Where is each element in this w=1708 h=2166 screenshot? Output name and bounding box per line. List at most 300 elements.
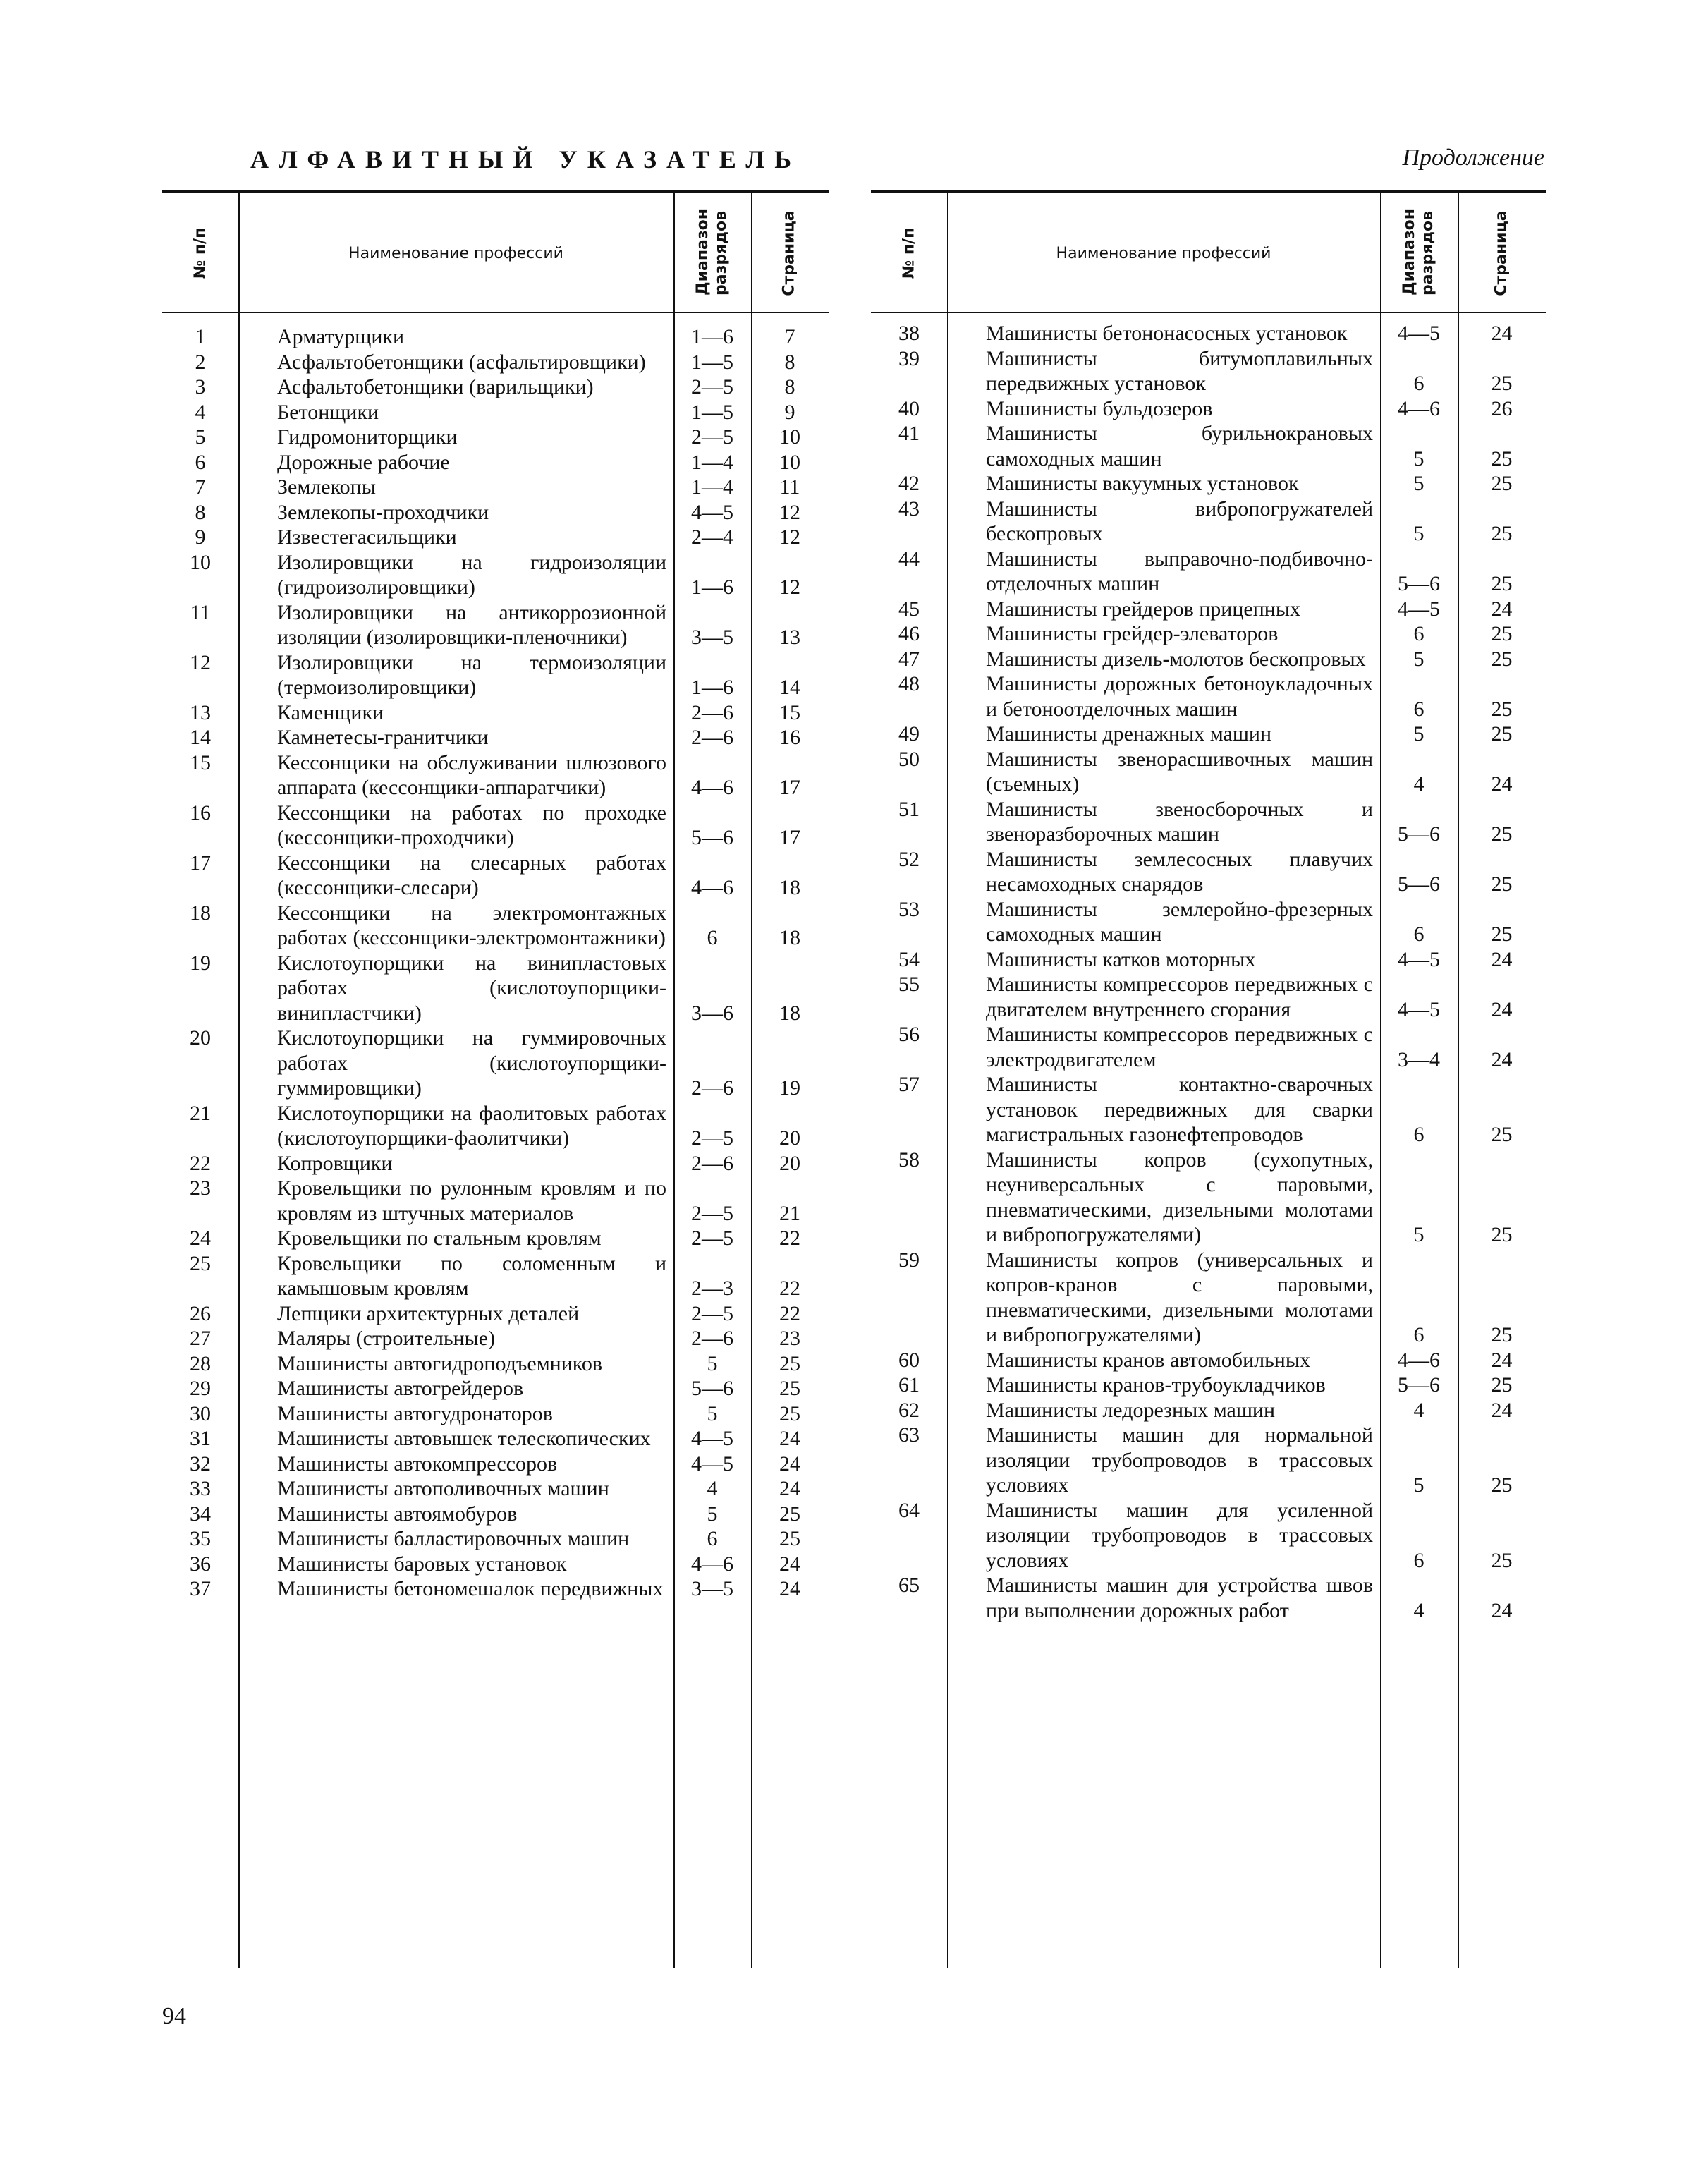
grade-range: 5—6 xyxy=(691,826,733,849)
profession-name: Машинисты копров (сухопутных, неуниверсальных с паровыми, пневматическими, дизельными молотами и вибропогружателями) xyxy=(986,1148,1373,1246)
entry-number: 24 xyxy=(190,1227,211,1250)
entry-number: 18 xyxy=(190,901,211,925)
page-ref: 26 xyxy=(1491,396,1513,420)
entry-number: 29 xyxy=(190,1377,211,1400)
entry-number: 27 xyxy=(190,1327,211,1350)
entry-number: 34 xyxy=(190,1502,211,1526)
table-row xyxy=(162,851,829,901)
profession-name: Машинисты битумоплавильных передвижных установок xyxy=(986,346,1373,395)
page-ref: 24 xyxy=(1491,1398,1513,1422)
entry-number: 62 xyxy=(898,1398,920,1422)
page-ref: 25 xyxy=(1491,1323,1513,1346)
grade-range: 1—4 xyxy=(691,450,733,474)
grade-range: 2—6 xyxy=(691,1151,733,1175)
profession-name: Асфальтобетонщики (варильщики) xyxy=(277,375,594,398)
entry-number: 25 xyxy=(190,1251,211,1275)
page-ref: 24 xyxy=(779,1552,800,1576)
table-row xyxy=(871,947,1546,973)
table-row xyxy=(162,1101,829,1151)
page-ref: 24 xyxy=(1491,322,1513,345)
page-ref: 12 xyxy=(779,525,800,549)
profession-name: Машинисты компрессоров передвижных с двигателем внутреннего сгорания xyxy=(986,973,1373,1021)
grade-range: 6 xyxy=(707,926,718,949)
profession-name: Кессонщики на слесарных работах (кессонщики-слесари) xyxy=(277,851,666,899)
entry-number: 39 xyxy=(898,346,920,370)
page-ref: 25 xyxy=(779,1377,800,1400)
table-row xyxy=(162,1526,829,1552)
table-row xyxy=(871,897,1546,947)
table-row xyxy=(162,1326,829,1351)
table-row xyxy=(871,1573,1546,1623)
entry-number: 8 xyxy=(195,500,206,524)
table-row xyxy=(871,497,1546,547)
grade-range: 5 xyxy=(1413,1473,1425,1497)
profession-name: Машинисты вибропогружателей бескопровых xyxy=(986,497,1373,545)
page-ref: 25 xyxy=(1491,472,1513,495)
profession-name: Машинисты машин для устройства швов при выполнении дорожных работ xyxy=(986,1574,1373,1622)
grade-range: 4—5 xyxy=(691,1427,733,1450)
entry-number: 65 xyxy=(898,1574,920,1597)
profession-name: Машинисты выправочно-подбивочно-отделочных машин xyxy=(986,547,1373,595)
profession-name: Кислотоупорщики на фаолитовых работах (кислотоупорщики-фаолитчики) xyxy=(277,1101,666,1150)
profession-name: Каменщики xyxy=(277,700,384,724)
grade-range: 2—5 xyxy=(691,425,733,449)
profession-name: Машинисты кранов-трубоукладчиков xyxy=(986,1373,1326,1397)
table-row xyxy=(162,750,829,801)
col-header-page: Страница xyxy=(781,210,799,296)
entry-number: 14 xyxy=(190,726,211,749)
table-row xyxy=(871,722,1546,747)
table-row xyxy=(162,500,829,525)
grade-range: 5 xyxy=(1413,446,1425,470)
page-ref: 25 xyxy=(1491,822,1513,846)
profession-name: Машинисты дизель-молотов бескопровых xyxy=(986,647,1366,671)
table-row xyxy=(871,1148,1546,1248)
entry-number: 63 xyxy=(898,1423,920,1447)
grade-range: 4 xyxy=(1413,772,1425,796)
page-ref: 25 xyxy=(779,1401,800,1425)
entry-number: 42 xyxy=(898,472,920,495)
page-ref: 20 xyxy=(779,1126,800,1150)
grade-range: 2—4 xyxy=(691,525,733,549)
table-row xyxy=(871,1398,1546,1423)
entry-number: 50 xyxy=(898,747,920,771)
page-ref: 24 xyxy=(1491,947,1513,971)
profession-name: Машинисты автогидроподъемников xyxy=(277,1351,603,1375)
page-ref: 22 xyxy=(779,1227,800,1250)
page-ref: 18 xyxy=(779,876,800,899)
table-body-left xyxy=(162,314,829,1602)
profession-name: Изолировщики на гидроизоляции (гидроизолировщики) xyxy=(277,550,666,599)
grade-range: 4—6 xyxy=(691,776,733,799)
page-ref: 24 xyxy=(1491,1598,1513,1622)
col-header-range: Диапазон разрядов xyxy=(1401,209,1436,296)
profession-name: Гидромониторщики xyxy=(277,425,458,449)
grade-range: 2—5 xyxy=(691,1301,733,1325)
entry-number: 26 xyxy=(190,1301,211,1325)
entry-number: 61 xyxy=(898,1373,920,1397)
page-ref: 19 xyxy=(779,1076,800,1100)
page-ref: 22 xyxy=(779,1277,800,1300)
entry-number: 23 xyxy=(190,1176,211,1200)
continuation-label: Продолжение xyxy=(1402,145,1544,171)
table-row xyxy=(162,1226,829,1251)
table-row xyxy=(871,547,1546,597)
entry-number: 64 xyxy=(898,1498,920,1522)
table-row xyxy=(162,1452,829,1477)
page-ref: 21 xyxy=(779,1201,800,1225)
grade-range: 5 xyxy=(1413,647,1425,671)
entry-number: 44 xyxy=(898,547,920,571)
grade-range: 3—5 xyxy=(691,1577,733,1600)
grade-range: 5 xyxy=(707,1351,718,1375)
grade-range: 5 xyxy=(1413,472,1425,495)
table-row xyxy=(871,1072,1546,1148)
grade-range: 4—6 xyxy=(691,876,733,899)
grade-range: 4—5 xyxy=(1398,322,1440,345)
table-row xyxy=(871,797,1546,847)
page-ref: 16 xyxy=(779,726,800,749)
profession-name: Асфальтобетонщики (асфальтировщики) xyxy=(277,350,646,374)
entry-number: 40 xyxy=(898,396,920,420)
profession-name: Машинисты дренажных машин xyxy=(986,722,1272,746)
table-row xyxy=(871,1248,1546,1348)
table-row xyxy=(162,1576,829,1602)
page-ref: 17 xyxy=(779,826,800,849)
table-row xyxy=(162,400,829,425)
page-ref: 10 xyxy=(779,425,800,449)
grade-range: 4—5 xyxy=(1398,947,1440,971)
entry-number: 48 xyxy=(898,672,920,695)
table-row xyxy=(871,597,1546,622)
entry-number: 31 xyxy=(190,1427,211,1450)
profession-name: Машинисты катков моторных xyxy=(986,947,1256,971)
table-row xyxy=(871,471,1546,497)
grade-range: 3—5 xyxy=(691,626,733,649)
grade-range: 2—5 xyxy=(691,1126,733,1150)
grade-range: 5—6 xyxy=(1398,822,1440,846)
page-ref: 24 xyxy=(779,1577,800,1600)
entry-number: 4 xyxy=(195,400,206,424)
page-ref: 24 xyxy=(1491,1348,1513,1372)
table-row xyxy=(162,725,829,750)
entry-number: 6 xyxy=(195,450,206,474)
profession-name: Землекопы xyxy=(277,475,376,499)
profession-name: Машинисты дорожных бетоноукладочных и бетоноотделочных машин xyxy=(986,672,1373,721)
entry-number: 38 xyxy=(898,322,920,345)
entry-number: 57 xyxy=(898,1073,920,1096)
grade-range: 6 xyxy=(1413,1123,1425,1146)
entry-number: 28 xyxy=(190,1351,211,1375)
profession-name: Машинисты звеносборочных и звеноразборочных машин xyxy=(986,797,1373,846)
table-top-rule xyxy=(871,190,1546,193)
grade-range: 2—5 xyxy=(691,375,733,398)
table-row xyxy=(162,350,829,375)
profession-name: Машинисты бульдозеров xyxy=(986,396,1213,420)
page-ref: 25 xyxy=(1491,622,1513,645)
table-row xyxy=(871,621,1546,647)
table-row xyxy=(162,550,829,600)
page-ref: 24 xyxy=(779,1452,800,1476)
col-header-name: Наименование профессий xyxy=(1056,244,1271,262)
entry-number: 33 xyxy=(190,1477,211,1500)
table-row xyxy=(162,1502,829,1527)
entry-number: 54 xyxy=(898,947,920,971)
grade-range: 5 xyxy=(1413,522,1425,545)
page-ref: 20 xyxy=(779,1151,800,1175)
entry-number: 1 xyxy=(195,325,206,348)
table-row xyxy=(871,346,1546,396)
profession-name: Кровельщики по соломенным и камышовым кровлям xyxy=(277,1251,666,1300)
page-ref: 22 xyxy=(779,1301,800,1325)
entry-number: 43 xyxy=(898,497,920,521)
grade-range: 1—6 xyxy=(691,325,733,348)
grade-range: 4—6 xyxy=(691,1552,733,1576)
grade-range: 6 xyxy=(1413,1548,1425,1572)
entry-number: 5 xyxy=(195,425,206,449)
entry-number: 16 xyxy=(190,801,211,825)
col-header-range: Диапазон разрядов xyxy=(694,209,730,296)
page-ref: 10 xyxy=(779,450,800,474)
profession-name: Машинисты копров (универсальных и копров-кранов с паровыми, пневматическими, дизельными молотами и вибропогружателями) xyxy=(986,1248,1373,1346)
profession-name: Кессонщики на обслуживании шлюзового аппарата (кессонщики-аппаратчики) xyxy=(277,750,666,799)
index-table-right xyxy=(871,190,1546,1968)
table-row xyxy=(162,1552,829,1577)
page-ref: 24 xyxy=(1491,1047,1513,1071)
profession-name: Машинисты кранов автомобильных xyxy=(986,1348,1310,1372)
col-header-num: № п/п xyxy=(190,227,209,279)
page-ref: 12 xyxy=(779,500,800,524)
profession-name: Маляры (строительные) xyxy=(277,1327,496,1350)
page-ref: 18 xyxy=(779,926,800,949)
index-table-left xyxy=(162,190,829,1968)
entry-number: 37 xyxy=(190,1577,211,1600)
page-ref: 24 xyxy=(1491,772,1513,796)
table-row xyxy=(162,375,829,400)
profession-name: Кислотоупорщики на гуммировочных работах (кислотоупорщики-гуммировщики) xyxy=(277,1026,666,1100)
entry-number: 60 xyxy=(898,1348,920,1372)
grade-range: 6 xyxy=(1413,697,1425,721)
profession-name: Машинисты грейдер-элеваторов xyxy=(986,622,1279,645)
grade-range: 2—6 xyxy=(691,700,733,724)
profession-name: Машинисты баровых установок xyxy=(277,1552,567,1576)
grade-range: 2—6 xyxy=(691,726,733,749)
grade-range: 5—6 xyxy=(1398,1373,1440,1397)
entry-number: 45 xyxy=(898,597,920,621)
page-ref: 25 xyxy=(779,1502,800,1526)
profession-name: Изолировщики на антикоррозионной изоляции (изолировщики-пленочники) xyxy=(277,600,666,649)
page-ref: 11 xyxy=(779,475,800,499)
profession-name: Землекопы-проходчики xyxy=(277,500,489,524)
table-row xyxy=(162,425,829,450)
table-row xyxy=(162,1176,829,1226)
grade-range: 1—5 xyxy=(691,400,733,424)
entry-number: 49 xyxy=(898,722,920,746)
profession-name: Машинисты грейдеров прицепных xyxy=(986,597,1301,621)
page-ref: 12 xyxy=(779,576,800,599)
profession-name: Машинисты бетономешалок передвижных xyxy=(277,1577,664,1600)
entry-number: 36 xyxy=(190,1552,211,1576)
grade-range: 3—4 xyxy=(1398,1047,1440,1071)
table-row xyxy=(871,972,1546,1022)
entry-number: 15 xyxy=(190,750,211,774)
entry-number: 32 xyxy=(190,1452,211,1476)
col-header-num: № п/п xyxy=(899,227,917,279)
entry-number: 30 xyxy=(190,1401,211,1425)
grade-range: 5 xyxy=(1413,722,1425,746)
profession-name: Машинисты автогрейдеров xyxy=(277,1377,524,1400)
entry-number: 59 xyxy=(898,1248,920,1272)
page-ref: 25 xyxy=(1491,522,1513,545)
page-ref: 25 xyxy=(1491,923,1513,946)
profession-name: Машинисты компрессоров передвижных с электродвигателем xyxy=(986,1023,1373,1071)
table-row xyxy=(162,650,829,700)
profession-name: Копровщики xyxy=(277,1151,393,1175)
entry-number: 55 xyxy=(898,973,920,996)
table-row xyxy=(871,847,1546,897)
grade-range: 2—5 xyxy=(691,1201,733,1225)
table-row xyxy=(162,475,829,500)
profession-name: Арматурщики xyxy=(277,325,405,348)
profession-name: Машинисты машин для нормальной изоляции трубопроводов в трассовых условиях xyxy=(986,1423,1373,1497)
profession-name: Кессонщики на электромонтажных работах (кессонщики-электромонтажники) xyxy=(277,901,666,949)
profession-name: Машинисты контактно-сварочных установок передвижных для сварки магистральных газонефтепроводов xyxy=(986,1073,1373,1146)
table-row xyxy=(871,321,1546,346)
col-header-page: Страница xyxy=(1492,210,1511,296)
table-header-rule xyxy=(871,312,1546,313)
page-ref: 13 xyxy=(779,626,800,649)
profession-name: Кислотоупорщики на винипластовых работах (кислотоупорщики-винипластчики) xyxy=(277,951,666,1025)
table-row xyxy=(871,396,1546,422)
profession-name: Машинисты ледорезных машин xyxy=(986,1398,1276,1422)
table-row xyxy=(871,1373,1546,1398)
table-row xyxy=(871,1022,1546,1072)
profession-name: Машинисты автовышек телескопических xyxy=(277,1427,651,1450)
page-ref: 14 xyxy=(779,676,800,699)
grade-range: 5 xyxy=(1413,1223,1425,1246)
table-row xyxy=(162,1151,829,1176)
page-ref: 18 xyxy=(779,1001,800,1025)
table-row xyxy=(162,951,829,1026)
grade-range: 1—4 xyxy=(691,475,733,499)
profession-name: Бетонщики xyxy=(277,400,379,424)
profession-name: Изолировщики на термоизоляции (термоизолировщики) xyxy=(277,650,666,699)
grade-range: 3—6 xyxy=(691,1001,733,1025)
grade-range: 1—6 xyxy=(691,676,733,699)
page-ref: 9 xyxy=(784,400,795,424)
entry-number: 9 xyxy=(195,525,206,549)
page-ref: 25 xyxy=(1491,647,1513,671)
grade-range: 4 xyxy=(707,1477,718,1500)
grade-range: 6 xyxy=(1413,923,1425,946)
grade-range: 1—6 xyxy=(691,576,733,599)
page-ref: 17 xyxy=(779,776,800,799)
page-ref: 25 xyxy=(1491,1373,1513,1397)
profession-name: Камнетесы-гранитчики xyxy=(277,726,489,749)
grade-range: 5—6 xyxy=(691,1377,733,1400)
profession-name: Машинисты автокомпрессоров xyxy=(277,1452,558,1476)
profession-name: Машинисты машин для усиленной изоляции трубопроводов в трассовых условиях xyxy=(986,1498,1373,1572)
entry-number: 46 xyxy=(898,622,920,645)
entry-number: 52 xyxy=(898,847,920,871)
grade-range: 6 xyxy=(1413,1323,1425,1346)
table-row xyxy=(871,1498,1546,1574)
entry-number: 3 xyxy=(195,375,206,398)
grade-range: 4 xyxy=(1413,1598,1425,1622)
profession-name: Дорожные рабочие xyxy=(277,450,450,474)
table-row xyxy=(162,450,829,475)
profession-name: Известегасильщики xyxy=(277,525,457,549)
page-ref: 24 xyxy=(779,1477,800,1500)
profession-name: Машинисты землеройно-фрезерных самоходных машин xyxy=(986,897,1373,946)
profession-name: Лепщики архитектурных деталей xyxy=(277,1301,580,1325)
entry-number: 51 xyxy=(898,797,920,821)
page-number: 94 xyxy=(162,2003,186,2029)
entry-number: 41 xyxy=(898,422,920,445)
entry-number: 53 xyxy=(898,897,920,921)
page-ref: 24 xyxy=(779,1427,800,1450)
table-row xyxy=(162,1351,829,1377)
page-ref: 25 xyxy=(1491,572,1513,595)
table-row xyxy=(871,421,1546,471)
entry-number: 12 xyxy=(190,650,211,674)
profession-name: Кровельщики по стальным кровлям xyxy=(277,1227,602,1250)
entry-number: 2 xyxy=(195,350,206,374)
page-ref: 25 xyxy=(1491,1223,1513,1246)
table-row xyxy=(162,1426,829,1452)
profession-name: Машинисты балластировочных машин xyxy=(277,1527,630,1550)
page-ref: 25 xyxy=(1491,697,1513,721)
profession-name: Кессонщики на работах по проходке (кессонщики-проходчики) xyxy=(277,801,666,849)
col-header-name: Наименование профессий xyxy=(348,244,563,262)
table-row xyxy=(871,1423,1546,1498)
table-row xyxy=(162,600,829,650)
entry-number: 20 xyxy=(190,1026,211,1049)
page-ref: 8 xyxy=(784,375,795,398)
profession-name: Машинисты автоямобуров xyxy=(277,1502,518,1526)
grade-range: 5 xyxy=(707,1401,718,1425)
grade-range: 4—5 xyxy=(691,500,733,524)
entry-number: 35 xyxy=(190,1527,211,1550)
table-body-right xyxy=(871,314,1546,1623)
profession-name: Машинисты бурильнокрановых самоходных машин xyxy=(986,422,1373,470)
grade-range: 4—5 xyxy=(1398,597,1440,621)
table-row xyxy=(162,525,829,550)
entry-number: 17 xyxy=(190,851,211,875)
page-ref: 25 xyxy=(1491,872,1513,896)
grade-range: 6 xyxy=(707,1527,718,1550)
table-row xyxy=(162,801,829,851)
page-ref: 25 xyxy=(1491,1473,1513,1497)
table-header-rule xyxy=(162,312,829,313)
profession-name: Машинисты автополивочных машин xyxy=(277,1477,609,1500)
entry-number: 10 xyxy=(190,550,211,574)
page-ref: 25 xyxy=(779,1351,800,1375)
table-row xyxy=(871,747,1546,797)
entry-number: 21 xyxy=(190,1101,211,1125)
grade-range: 2—3 xyxy=(691,1277,733,1300)
page-ref: 24 xyxy=(1491,597,1513,621)
table-row xyxy=(871,671,1546,722)
table-row xyxy=(162,1376,829,1401)
profession-name: Машинисты вакуумных установок xyxy=(986,472,1299,495)
grade-range: 6 xyxy=(1413,622,1425,645)
grade-range: 4—6 xyxy=(1398,1348,1440,1372)
page-ref: 24 xyxy=(1491,997,1513,1021)
table-top-rule xyxy=(162,190,829,193)
table-row xyxy=(162,700,829,726)
entry-number: 13 xyxy=(190,700,211,724)
